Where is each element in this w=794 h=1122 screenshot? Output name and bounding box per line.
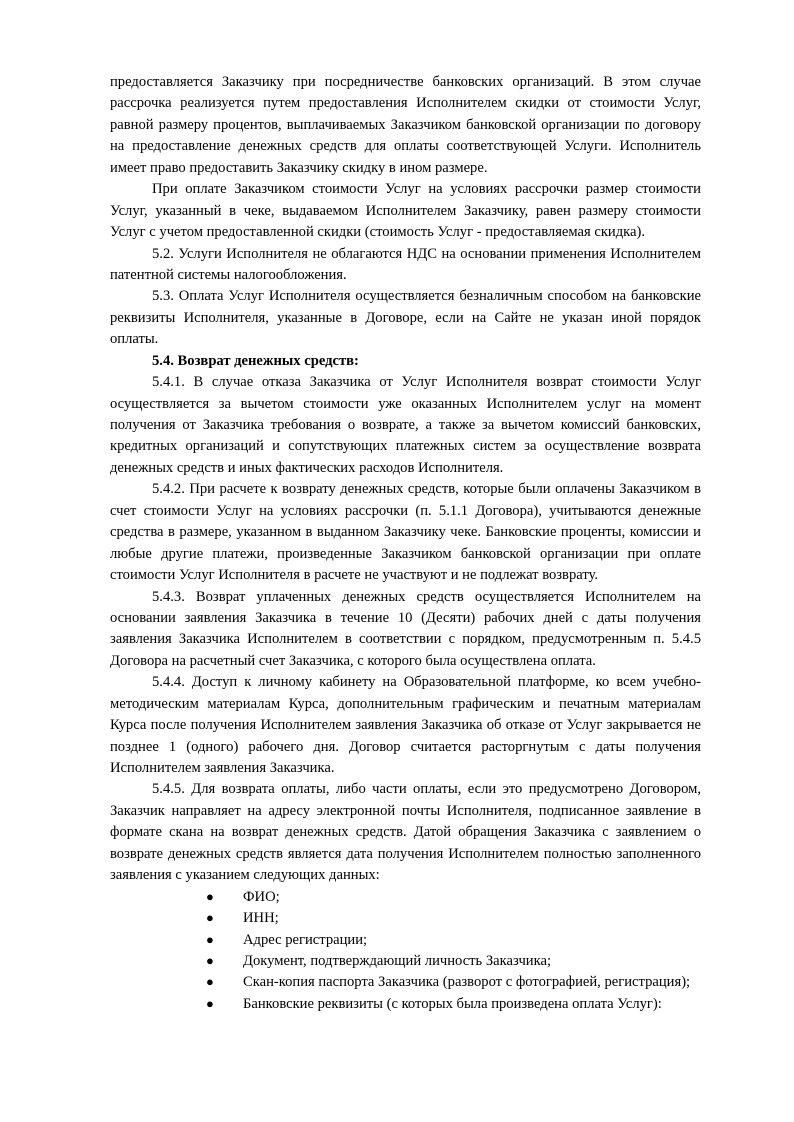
paragraph-5-2: 5.2. Услуги Исполнителя не облагаются НДС на основании применения Исполнителем патентной системы налогообложения.: [110, 245, 701, 283]
bullet-icon: ●: [206, 931, 214, 947]
paragraph-5-4-2: 5.4.2. При расчете к возврату денежных средств, которые были оплачены Заказчиком в счет стоимости Услуг на условиях рассрочки (п. 5.1.1 Договора), учитываются денежные средства в размере, указанном в выданном Заказчику чеке. Банковские проценты, комиссии и любые другие платежи, произведенные Заказчиком банковской организации при оплате стоимости Услуг Исполнителя в расчете не участвуют и не подлежат возврату.: [110, 481, 701, 584]
list-item-label: Скан-копия паспорта Заказчика (разворот с фотографией, регистрация);: [243, 974, 691, 991]
list-item: [110, 994, 701, 1015]
heading-5-4-refund: 5.4. Возврат денежных средств:: [152, 352, 359, 369]
list-item: [110, 972, 701, 993]
paragraph-5-4-3: 5.4.3. Возврат уплаченных денежных средств осуществляется Исполнителем на основании заявления Заказчика в течение 10 (Десяти) рабочих дней с даты получения заявления Заказчика Исполнителем в соответствии с порядком, предусмотренным п. 5.4.5 Договора на расчетный счет Заказчика, с которого была осуществлена оплата.: [110, 588, 701, 669]
required-data-list: [110, 887, 701, 1016]
list-item: [110, 908, 701, 929]
bullet-icon: ●: [206, 995, 214, 1011]
bullet-icon: ●: [206, 888, 214, 904]
list-item: [110, 951, 701, 972]
paragraph-5-4-5: 5.4.5. Для возврата оплаты, либо части оплаты, если это предусмотрено Договором, Заказчик направляет на адресу электронной почты Исполнителя, подписанное заявление в формате скана на возврат денежных средств. Датой обращения Заказчика с заявлением о возврате денежных средств является дата получения Исполнителем полностью заполненного заявления с указанием следующих данных:: [110, 781, 701, 884]
document-body: [110, 72, 701, 1015]
bullet-icon: ●: [206, 952, 214, 968]
list-item: [110, 930, 701, 951]
list-item-label: ФИО;: [243, 888, 280, 905]
paragraph-5-3: 5.3. Оплата Услуг Исполнителя осуществляется безналичным способом на банковские реквизиты Исполнителя, указанные в Договоре, если на Сайте не указан иной порядок оплаты.: [110, 288, 701, 348]
list-item: [110, 887, 701, 908]
list-item-label: Документ, подтверждающий личность Заказчика;: [243, 952, 552, 969]
paragraph-5-4-1: 5.4.1. В случае отказа Заказчика от Услуг Исполнителя возврат стоимости Услуг осуществляется за вычетом стоимости уже оказанных Исполнителем услуг на момент получения от Заказчика требования о возврате, а также за вычетом комиссий банковских, кредитных организаций и сопутствующих платежных систем за осуществление возврата денежных средств и иных фактических расходов Исполнителя.: [110, 374, 701, 476]
paragraph-payment-installment-amount: При оплате Заказчиком стоимости Услуг на условиях рассрочки размер стоимости Услуг, указанный в чеке, выдаваемом Исполнителем Заказчику, равен размеру стоимости Услуг с учетом предоставленной скидки (стоимость Услуг - предоставляемая скидка).: [110, 181, 701, 241]
bullet-icon: ●: [206, 974, 214, 990]
paragraph-5-4-4: 5.4.4. Доступ к личному кабинету на Образовательной платформе, ко всем учебно-методическим материалам Курса, дополнительным графическим и печатным материалам Курса после получения Исполнителем заявления Заказчика об отказе от Услуг закрывается не позднее 1 (одного) рабочего дня. Договор считается расторгнутым с даты получения Исполнителем заявления Заказчика.: [110, 674, 701, 776]
bullet-icon: ●: [206, 910, 214, 926]
list-item-label: ИНН;: [243, 910, 279, 927]
paragraph-intro-installment: предоставляется Заказчику при посредничестве банковских организаций. В этом случае рассрочка реализуется путем предоставления Исполнителем скидки от стоимости Услуг, равной размеру процентов, выплачиваемых Заказчиком банковской организации по договору на предоставление денежных средств для оплаты соответствующей Услуги. Исполнитель имеет право предоставить Заказчику скидку в ином размере.: [110, 74, 701, 176]
list-item-label: Адрес регистрации;: [243, 931, 368, 948]
list-item-label: Банковские реквизиты (с которых была произведена оплата Услуг):: [243, 995, 662, 1012]
